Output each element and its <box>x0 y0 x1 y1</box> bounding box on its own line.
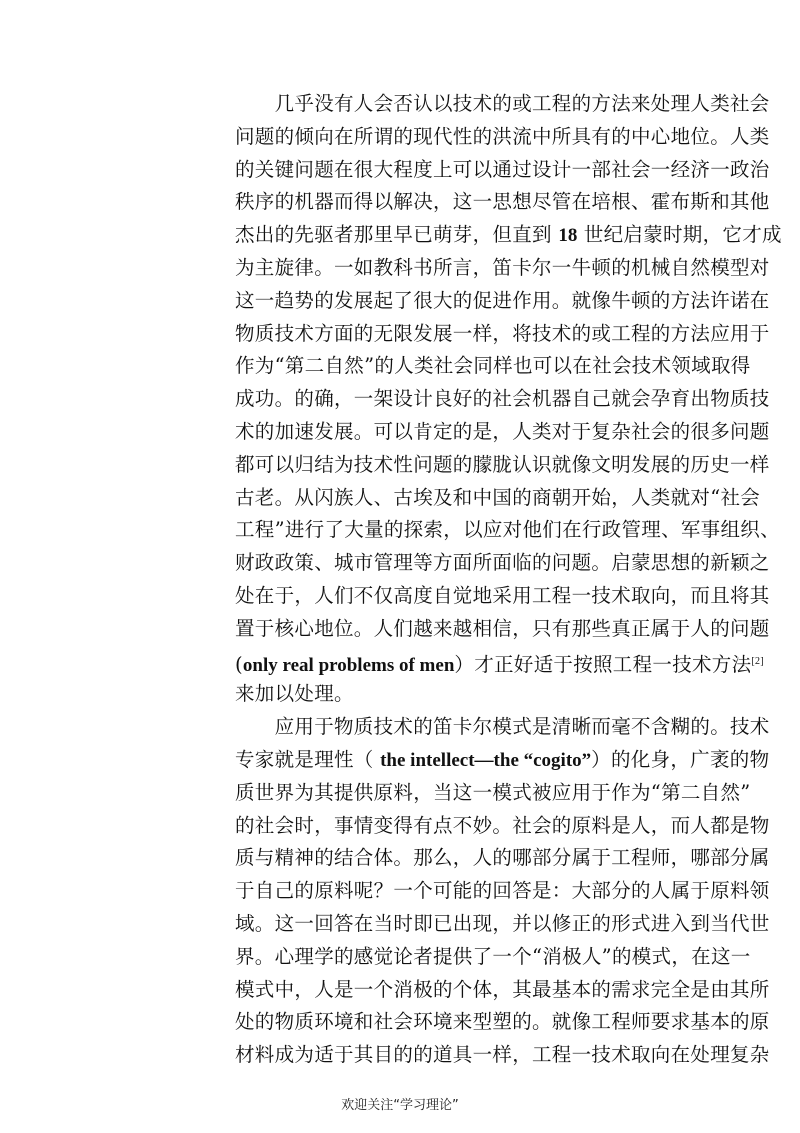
text-run: 世纪启蒙时期，它才成 <box>577 223 782 247</box>
text-run: 材料成为适于其目的的道具一样，工程一技术取向在处理复杂 <box>235 1043 770 1067</box>
text-line <box>235 449 775 482</box>
text-run: 处的物质环境和社会环境来型塑的。就像工程师要求基本的原 <box>235 1010 770 1034</box>
text-run: 处在于，人们不仅高度自觉地采用工程一技术取向，而且将其 <box>235 583 770 607</box>
text-run: 财政政策、城市管理等方面所面临的问题。启蒙思想的新颖之 <box>235 551 770 575</box>
latin-term: only real problems of men <box>242 654 455 676</box>
text-run: 专家就是理性（ <box>235 747 381 771</box>
text-run: 秩序的机器而得以解决，这一思想尽管在培根、霍布斯和其他 <box>235 190 770 214</box>
text-line <box>235 810 775 843</box>
text-line <box>235 514 780 547</box>
text-line <box>235 318 775 351</box>
text-run: 术的加速发展。可以肯定的是，人类对于复杂社会的很多问题 <box>235 419 770 443</box>
text-run: 模式中，人是一个消极的个体，其最基本的需求完全是由其所 <box>235 977 770 1001</box>
text-line <box>235 580 775 613</box>
text-line <box>235 842 775 875</box>
text-run: 都可以归结为技术性问题的朦胧认识就像文明发展的历史一样 <box>235 452 770 476</box>
text-run: 的关键问题在很大程度上可以通过设计一部社会一经济一政治 <box>235 157 770 181</box>
text-line <box>235 547 775 580</box>
text-line <box>235 186 775 219</box>
text-run: 来加以处理。 <box>235 682 354 706</box>
text-line <box>235 219 782 252</box>
body-text <box>235 88 782 1072</box>
text-run: 工程”进行了大量的探索，以应对他们在行政管理、军事组织、 <box>235 518 780 542</box>
text-run: ( <box>235 652 243 676</box>
text-line <box>235 941 775 974</box>
latin-term: 18 <box>558 225 578 247</box>
text-line <box>235 1039 775 1072</box>
text-line <box>235 875 775 908</box>
text-line <box>235 744 775 777</box>
text-line <box>235 88 775 121</box>
text-line <box>235 350 775 383</box>
page-footer: 欢迎关注“学习理论” <box>341 1098 459 1113</box>
text-run: 域。这一回答在当时即已出现，并以修正的形式进入到当代世 <box>235 911 770 935</box>
text-run: 古老。从闪族人、古埃及和中国的商朝开始，人类就对“社会 <box>235 485 761 509</box>
text-run: 置于核心地位。人们越来越相信，只有那些真正属于人的问题 <box>235 616 770 640</box>
text-line <box>235 383 775 416</box>
footnote-ref: [2] <box>751 655 764 667</box>
text-line <box>235 908 775 941</box>
text-run: 于自己的原料呢？一个可能的回答是：大部分的人属于原料领 <box>235 879 770 903</box>
text-run: 界。心理学的感觉论者提供了一个“消极人”的模式，在这一 <box>235 944 751 968</box>
text-line <box>235 777 775 810</box>
text-run: 杰出的先驱者那里早已萌芽，但直到 <box>235 223 559 247</box>
text-run: 几乎没有人会否认以技术的或工程的方法来处理人类社会 <box>235 92 770 115</box>
text-run: 质与精神的结合体。那么，人的哪部分属于工程师，哪部分属 <box>235 846 770 870</box>
text-run: ）的化身，广袤的物 <box>591 747 770 771</box>
text-line <box>235 285 775 318</box>
text-line <box>235 1006 775 1039</box>
text-line <box>235 154 775 187</box>
text-run: 作为“第二自然”的人类社会同样也可以在社会技术领域取得 <box>235 354 751 378</box>
text-run: 成功。的确，一架设计良好的社会机器自己就会孕育出物质技 <box>235 387 770 411</box>
text-line <box>235 252 775 285</box>
text-run: 质世界为其提供原料，当这一模式被应用于作为“第二自然” <box>235 780 751 804</box>
text-line <box>235 613 775 646</box>
text-line <box>235 482 775 515</box>
text-run: 应用于物质技术的笛卡尔模式是清晰而毫不含糊的。技术 <box>235 715 770 739</box>
latin-term: the intellect—the “cogito” <box>380 749 592 771</box>
text-run: 物质技术方面的无限发展一样，将技术的或工程的方法应用于 <box>235 321 770 345</box>
text-line <box>235 974 775 1007</box>
text-line <box>235 711 775 744</box>
text-run: 为主旋律。一如教科书所言，笛卡尔一牛顿的机械自然模型对 <box>235 255 770 279</box>
text-run: 的社会时，事情变得有点不妙。社会的原料是人，而人都是物 <box>235 813 770 837</box>
text-line <box>235 416 775 449</box>
text-line <box>235 646 775 679</box>
text-line <box>235 121 775 154</box>
text-line <box>235 678 775 711</box>
text-run: ）才正好适于按照工程一技术方法 <box>454 652 752 676</box>
text-run: 这一趋势的发展起了很大的促进作用。就像牛顿的方法许诺在 <box>235 288 770 312</box>
text-run: 问题的倾向在所谓的现代性的洪流中所具有的中心地位。人类 <box>235 124 770 148</box>
